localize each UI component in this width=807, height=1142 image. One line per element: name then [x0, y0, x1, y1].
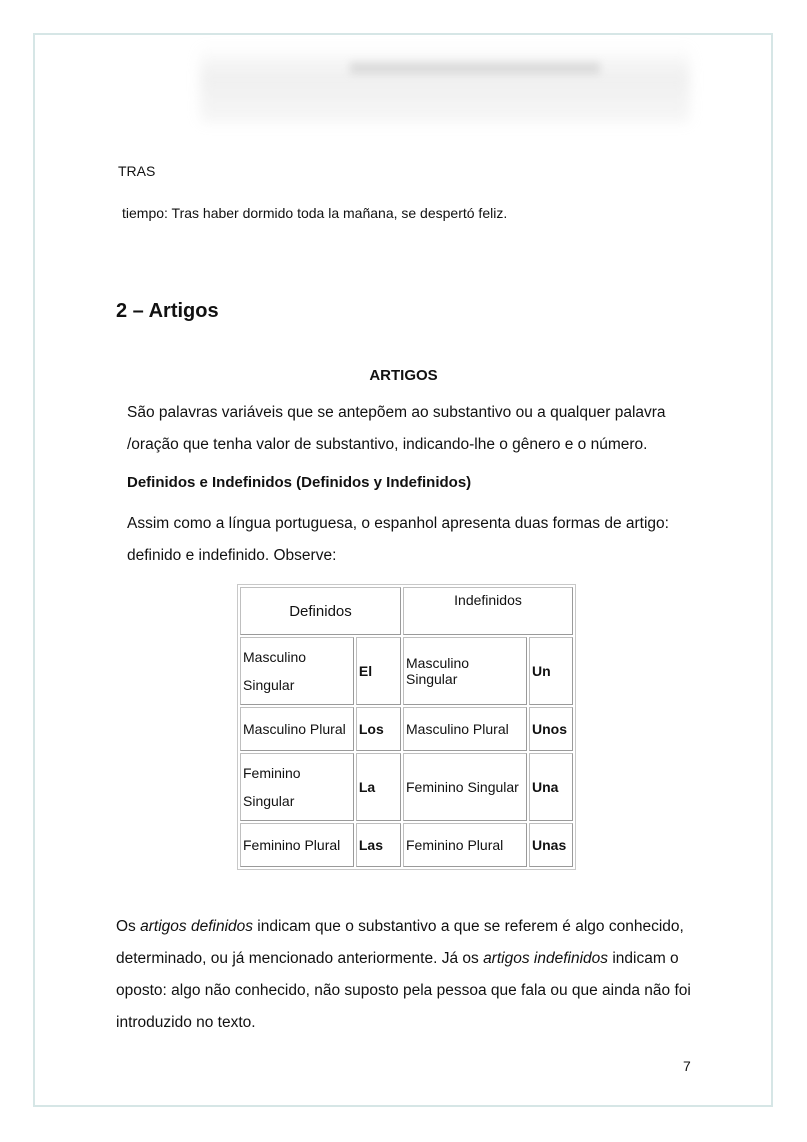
ind-label: Feminino Singular: [403, 753, 527, 821]
centered-title-text: ARTIGOS: [369, 367, 438, 384]
table-header-row: [240, 587, 573, 635]
closing-emphasis: artigos definidos: [140, 918, 253, 935]
def-label: Feminino Plural: [240, 823, 354, 867]
intro-line-1: São palavras variáveis que se antepõem ao substantivo ou a qualquer palavra: [127, 404, 666, 421]
closing-text: Os: [116, 918, 141, 935]
observe-line-1: Assim como a língua portuguesa, o espanhol apresenta duas formas de artigo:: [127, 515, 669, 532]
def-label: Singular: [243, 793, 295, 809]
centered-title: [0, 367, 807, 384]
header-definidos: Definidos: [240, 587, 401, 635]
def-label-cell: [240, 637, 354, 705]
closing-text: indicam que o substantivo a que se referem é algo conhecido,: [253, 918, 684, 935]
table-row: [240, 823, 573, 867]
table-row: [240, 637, 573, 705]
ind-article: Unos: [529, 707, 573, 751]
ind-label: Feminino Plural: [403, 823, 527, 867]
header-line: TRAS: [118, 163, 156, 179]
intro-paragraph: [127, 397, 666, 461]
table-row: [240, 707, 573, 751]
def-article: La: [356, 753, 401, 821]
closing-emphasis: artigos indefinidos: [483, 950, 609, 967]
ind-label: Masculino Singular: [403, 637, 527, 705]
subheading: Definidos e Indefinidos (Definidos y Indefinidos): [127, 474, 472, 491]
closing-line-2: [116, 943, 691, 975]
def-article: Los: [356, 707, 401, 751]
page-number: 7: [683, 1058, 691, 1074]
closing-line-3: oposto: algo não conhecido, não suposto pela pessoa que fala ou que ainda não foi: [116, 982, 691, 999]
table-row: [240, 753, 573, 821]
header-indefinidos: Indefinidos: [403, 587, 573, 635]
closing-paragraph: [116, 911, 691, 1039]
closing-text: indicam o: [608, 950, 679, 967]
def-label: Masculino Plural: [240, 707, 354, 751]
def-article: Las: [356, 823, 401, 867]
section-title: 2 – Artigos: [116, 300, 219, 322]
def-label: Singular: [243, 677, 295, 693]
blurred-header-line: [350, 62, 600, 74]
def-label: Feminino: [243, 765, 301, 781]
def-label: Masculino: [243, 649, 307, 665]
example-sentence: tiempo: Tras haber dormido toda la mañana, se despertó feliz.: [122, 205, 508, 221]
closing-line-4: introduzido no texto.: [116, 1014, 256, 1031]
ind-article: Un: [529, 637, 573, 705]
closing-line-1: [116, 911, 691, 943]
blurred-header-area: [200, 45, 690, 123]
ind-label: Masculino Plural: [403, 707, 527, 751]
ind-article: Unas: [529, 823, 573, 867]
closing-text: determinado, ou já mencionado anteriormente. Já os: [116, 950, 484, 967]
observe-paragraph: [127, 508, 669, 572]
def-label-cell: [240, 753, 354, 821]
ind-article: Una: [529, 753, 573, 821]
intro-line-2: /oração que tenha valor de substantivo, indicando-lhe o gênero e o número.: [127, 436, 648, 453]
articles-table: [237, 584, 576, 870]
observe-line-2: definido e indefinido. Observe:: [127, 547, 337, 564]
def-article: El: [356, 637, 401, 705]
